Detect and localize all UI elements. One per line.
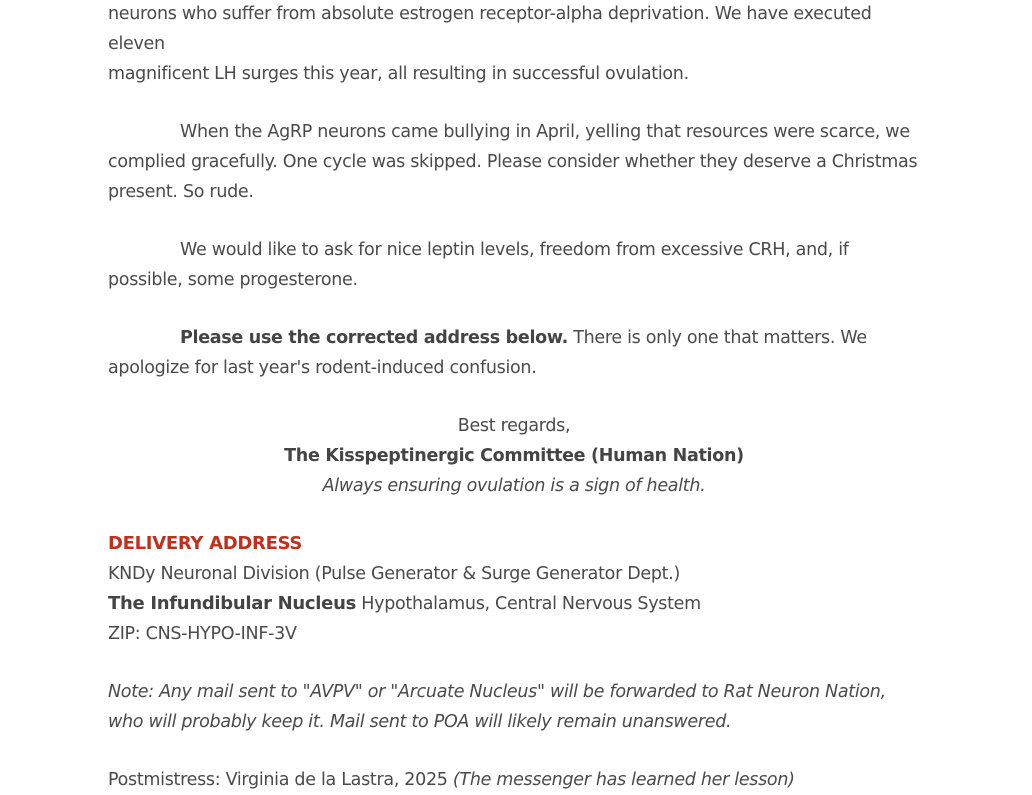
- spacer: [108, 207, 920, 235]
- paragraph-address-note: [108, 323, 920, 383]
- paragraph-agrp: [108, 117, 920, 207]
- address-note-text: There is only one that matters. We apologize for last year's rodent-induced confusion.: [108, 328, 867, 378]
- spacer: [108, 737, 920, 765]
- motto: Always ensuring ovulation is a sign of health.: [322, 476, 706, 496]
- spacer: [108, 89, 920, 117]
- letter-document: [108, 0, 920, 795]
- address-line-division: KNDy Neuronal Division (Pulse Generator & Surge Generator Dept.): [108, 564, 681, 584]
- address-zip: ZIP: CNS-HYPO-INF-3V: [108, 624, 297, 644]
- request-text: We would like to ask for nice leptin levels, freedom from excessive CRH, and, if possible, some progesterone.: [108, 240, 849, 290]
- forwarding-note: Note: Any mail sent to "AVPV" or "Arcuate Nucleus" will be forwarded to Rat Neuron Nation, who will probably keep it. Mail sent to POA will likely remain unanswered.: [108, 682, 886, 732]
- closing: Best regards,: [457, 416, 571, 436]
- postmistress-remark: (The messenger has learned her lesson): [452, 770, 795, 790]
- delivery-address-heading: DELIVERY ADDRESS: [108, 533, 303, 554]
- nucleus-location: Hypothalamus, Central Nervous System: [356, 594, 701, 614]
- signature: The Kisspeptinergic Committee (Human Nation): [284, 446, 744, 466]
- paragraph-intro-continued: [108, 0, 920, 89]
- agrp-text: When the AgRP neurons came bullying in April, yelling that resources were scarce, we complied gracefully. One cycle was skipped. Please consider whether they deserve a Christmas present. So rude.: [108, 122, 918, 202]
- address-emphasis: Please use the corrected address below.: [180, 328, 568, 348]
- spacer: [108, 649, 920, 677]
- intro-line-2: magnificent LH surges this year, all resulting in successful ovulation.: [108, 64, 689, 84]
- nucleus-name: The Infundibular Nucleus: [108, 593, 357, 614]
- postmistress-line: [108, 765, 920, 795]
- address-line-nucleus: [108, 589, 920, 619]
- intro-line-1: neurons who suffer from absolute estrogen receptor-alpha deprivation. We have executed eleven: [108, 4, 872, 54]
- spacer: [108, 295, 920, 323]
- postmistress-name: Postmistress: Virginia de la Lastra, 2025: [108, 770, 448, 790]
- paragraph-request: [108, 235, 920, 295]
- spacer: [108, 383, 920, 411]
- spacer: [108, 501, 920, 529]
